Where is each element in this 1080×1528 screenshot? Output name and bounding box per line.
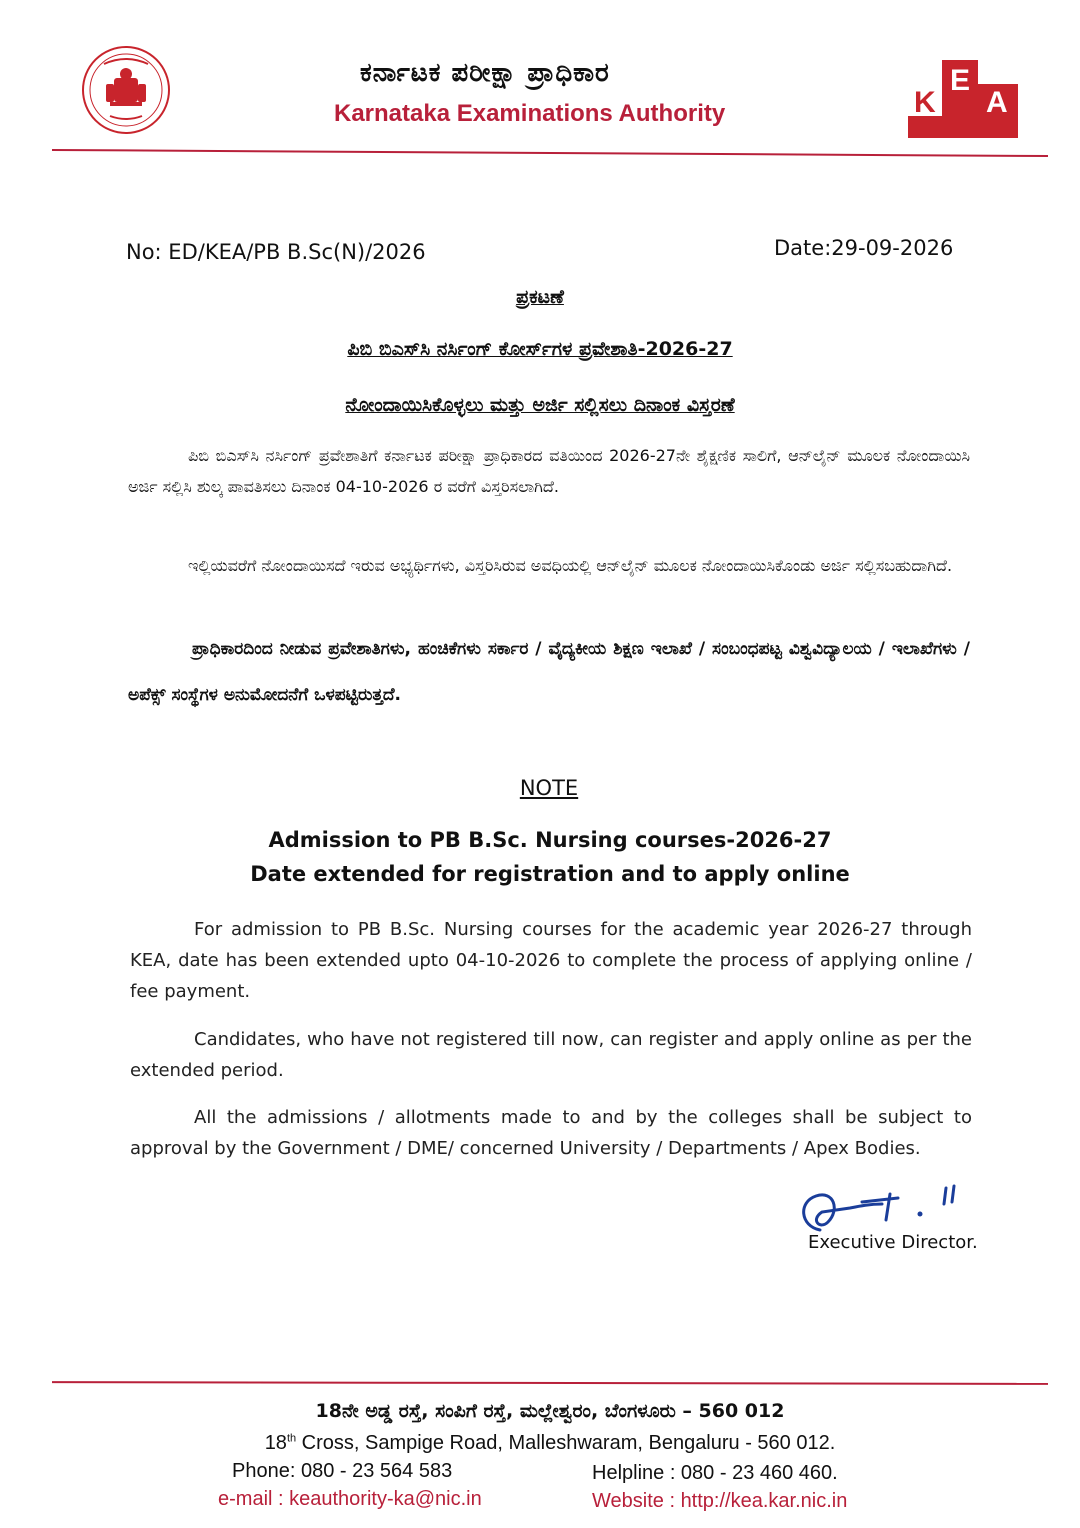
website-link[interactable]: http://kea.kar.nic.in: [680, 1490, 848, 1512]
english-title-line-2: Date extended for registration and to apply online: [250, 862, 850, 886]
svg-text:A: A: [986, 86, 1008, 119]
signatory-title: Executive Director.: [808, 1232, 978, 1253]
svg-text:K: K: [914, 86, 936, 119]
footer-divider: [52, 1381, 1048, 1385]
address-ordinal: th: [286, 1432, 297, 1445]
kea-logo-icon: [906, 60, 1020, 140]
footer-address-kannada: 18ನೇ ಅಡ್ಡ ರಸ್ತೆ, ಸಂಪಿಗೆ ರಸ್ತೆ, ಮಲ್ಲೇಶ್ವರಂ, ಬೆಂಗಳೂರು – 560 012: [315, 1400, 785, 1422]
kannada-paragraph-2: ಇಲ್ಲಿಯವರೆಗೆ ನೋಂದಾಯಿಸದೆ ಇರುವ ಅಭ್ಯರ್ಥಿಗಳು, ವಿಸ್ತರಿಸಿರುವ ಅವಧಿಯಲ್ಲಿ ಆನ್‌ಲೈನ್ ಮೂಲಕ ನೋಂದಾಯಿಸಿಕೊಂಡು ಅರ್ಜಿ ಸಲ್ಲಿಸಬಹುದಾಗಿದೆ.: [188, 556, 953, 575]
footer-email: [218, 1488, 482, 1511]
kannada-paragraph-1: ಪಿಬಿ ಬಿಎಸ್‌ಸಿ ನರ್ಸಿಂಗ್ ಪ್ರವೇಶಾತಿಗೆ ಕರ್ನಾಟಕ ಪರೀಕ್ಷಾ ಪ್ರಾಧಿಕಾರದ ವತಿಯಿಂದ 2026-27ನೇ ಶೈಕ್ಷಣಿಕ ಸಾಲಿಗೆ, ಆನ್‌ಲೈನ್ ಮೂಲಕ ನೋಂದಾಯಿಸಿ ಅರ್ಜಿ ಸಲ್ಲಿಸಿ ಶುಲ್ಕ ಪಾವತಿಸಲು ದಿನಾಂಕ 04-10-2026 ರ ವರೆಗೆ ವಿಸ್ತರಿಸಲಾಗಿದೆ.: [128, 446, 970, 496]
document-date: Date:29-09-2026: [774, 236, 954, 260]
header-title-kannada: ಕರ್ನಾಟಕ ಪರೀಕ್ಷಾ ಪ್ರಾಧಿಕಾರ: [360, 58, 610, 88]
header-title-english: Karnataka Examinations Authority: [334, 100, 726, 127]
email-link[interactable]: keauthority-ka@nic.in: [289, 1488, 482, 1510]
note-label: NOTE: [519, 776, 579, 800]
english-title-line-1: Admission to PB B.Sc. Nursing courses-2026-27: [268, 828, 832, 852]
kannada-heading: ಪ್ರಕಟಣೆ: [516, 286, 564, 308]
kannada-paragraph-3: ಪ್ರಾಧಿಕಾರದಿಂದ ನೀಡುವ ಪ್ರವೇಶಾತಿಗಳು, ಹಂಚಿಕೆಗಳು ಸರ್ಕಾರ / ವೈದ್ಯಕೀಯ ಶಿಕ್ಷಣ ಇಲಾಖೆ / ಸಂಬಂಧಪಟ್ಟ ವಿಶ್ವವಿದ್ಯಾಲಯ / ಇಲಾಖೆಗಳು / ಅಪೆಕ್ಸ್ ಸಂಸ್ಥೆಗಳ ಅನುಮೋದನೆಗೆ ಒಳಪಟ್ಟಿರುತ್ತದೆ.: [128, 639, 970, 705]
address-number: 18: [264, 1432, 287, 1454]
header-divider: [52, 149, 1048, 157]
karnataka-emblem-seal-icon: [80, 44, 172, 136]
kannada-subject-line-2: ನೋಂದಾಯಿಸಿಕೊಳ್ಳಲು ಮತ್ತು ಅರ್ಜಿ ಸಲ್ಲಿಸಲು ದಿನಾಂಕ ವಿಸ್ತರಣೆ: [345, 394, 735, 416]
email-label: e-mail :: [218, 1488, 290, 1510]
english-paragraph-2: Candidates, who have not registered till now, can register and apply online as per the extended period.: [130, 1029, 972, 1081]
svg-text:E: E: [950, 64, 971, 97]
kannada-subject-line-1: ಪಿಬಿ ಬಿಎಸ್‌ಸಿ ನರ್ಸಿಂಗ್ ಕೋರ್ಸ್‌ಗಳ ಪ್ರವೇಶಾತಿ-2026-27: [347, 338, 733, 360]
footer-phone: Phone: 080 - 23 564 583: [232, 1460, 453, 1482]
address-rest: Cross, Sampige Road, Malleshwaram, Bengaluru - 560 012.: [296, 1432, 836, 1454]
footer-helpline: Helpline : 080 - 23 460 460.: [592, 1462, 838, 1484]
website-label: Website :: [592, 1490, 681, 1512]
footer-address-english: [0, 1432, 1080, 1455]
reference-number: No: ED/KEA/PB B.Sc(N)/2026: [126, 240, 426, 264]
english-paragraph-1: For admission to PB B.Sc. Nursing courses for the academic year 2026-27 through KEA, date has been extended upto 04-10-2026 to complete the process of applying online / fee payment.: [130, 919, 972, 1002]
footer-website: [592, 1490, 847, 1513]
english-paragraph-3: All the admissions / allotments made to and by the colleges shall be subject to approval by the Government / DME/ concerned University / Departments / Apex Bodies.: [130, 1107, 972, 1159]
